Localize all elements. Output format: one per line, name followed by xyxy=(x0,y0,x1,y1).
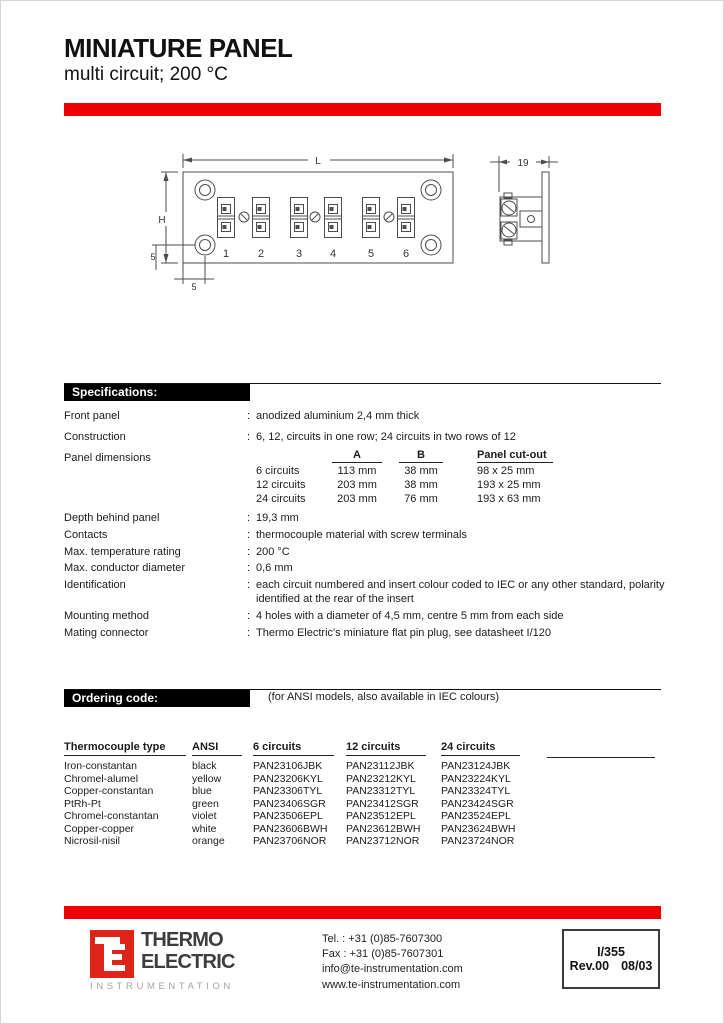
circuit-numbers xyxy=(223,248,409,260)
specifications-heading: Specifications: xyxy=(72,385,158,399)
document-revision-row xyxy=(564,959,659,973)
spec-label: Contacts xyxy=(64,529,108,541)
spec-label: Front panel xyxy=(64,410,120,422)
ordering-col-24-circuits xyxy=(441,741,520,848)
ordering-header-type: Thermocouple type xyxy=(64,741,186,756)
spec-value: 200 °C xyxy=(256,546,290,558)
brand-line-instrumentation: INSTRUMENTATION xyxy=(90,981,234,992)
order-code: PAN23106JBK xyxy=(253,760,323,772)
spec-colon: : xyxy=(247,627,251,639)
thermocouple-type: Chromel-constantan xyxy=(64,810,159,822)
ordering-note: (for ANSI models, also available in IEC colours) xyxy=(268,691,500,703)
spec-row-max-temperature xyxy=(64,545,701,559)
spec-row-construction xyxy=(64,430,701,444)
ansi-colour: black xyxy=(192,760,217,772)
dim-a: 203 mm xyxy=(337,493,377,505)
spec-row-mating-connector xyxy=(64,626,701,640)
dim-b: 38 mm xyxy=(404,479,438,491)
spec-value: anodized aluminium 2,4 mm thick xyxy=(256,410,420,422)
thermo-electric-logo-icon xyxy=(90,930,134,978)
technical-drawing xyxy=(150,140,630,305)
order-code: PAN23412SGR xyxy=(346,797,419,810)
spec-label: Construction xyxy=(64,431,126,443)
spec-value: 19,3 mm xyxy=(256,512,299,524)
order-code: PAN23512EPL xyxy=(346,810,416,822)
thermocouple-type: Copper-constantan xyxy=(64,785,154,797)
order-code: PAN23612BWH xyxy=(346,822,421,835)
page-subtitle: multi circuit; 200 °C xyxy=(64,64,228,85)
order-code: PAN23424SGR xyxy=(441,797,514,810)
dim-a: 113 mm xyxy=(337,465,377,477)
circuit-number: 4 xyxy=(329,248,337,260)
spec-label: Max. temperature rating xyxy=(64,546,181,558)
ansi-colour: white xyxy=(192,822,217,835)
circuit-number: 6 xyxy=(402,248,410,260)
order-code: PAN23712NOR xyxy=(346,835,420,847)
order-code: PAN23624BWH xyxy=(441,822,516,835)
contact-tel: Tel. : +31 (0)85-7607300 xyxy=(322,933,443,945)
order-code: PAN23324TYL xyxy=(441,785,511,797)
ansi-colour: violet xyxy=(192,810,217,822)
top-red-bar xyxy=(64,103,661,116)
spec-label: Mating connector xyxy=(64,627,149,639)
side-view xyxy=(500,172,549,263)
order-code: PAN23124JBK xyxy=(441,760,511,772)
spec-row-depth xyxy=(64,511,701,525)
ordering-col-6-circuits xyxy=(253,741,334,848)
spec-colon: : xyxy=(247,562,251,574)
ordering-col-12-circuits xyxy=(346,741,426,848)
footer-red-bar xyxy=(64,906,661,919)
circuit-sockets xyxy=(218,198,415,238)
dim-label-H: H xyxy=(158,215,166,226)
thermocouple-type: Nicrosil-nisil xyxy=(64,835,121,847)
order-code: PAN23724NOR xyxy=(441,835,515,847)
document-revision: Rev.00 xyxy=(569,959,610,973)
spec-colon: : xyxy=(247,546,251,558)
page-title: MINIATURE PANEL xyxy=(64,33,293,63)
ansi-colour: yellow xyxy=(192,772,222,785)
spec-colon: : xyxy=(247,579,251,591)
ordering-header-6-circuits: 6 circuits xyxy=(253,741,334,756)
order-code: PAN23506EPL xyxy=(253,810,323,822)
order-code: PAN23224KYL xyxy=(441,772,511,785)
order-code: PAN23306TYL xyxy=(253,785,323,797)
spec-value: Thermo Electric's miniature flat pin plug, see datasheet I/120 xyxy=(256,627,551,639)
ansi-colour: green xyxy=(192,797,219,810)
contact-fax: Fax : +31 (0)85-7607301 xyxy=(322,948,444,961)
dim-a: 203 mm xyxy=(337,479,377,491)
dim-row-name: 6 circuits xyxy=(256,465,300,477)
dim-cutout: 193 x 25 mm xyxy=(477,479,541,491)
spec-colon: : xyxy=(247,431,251,443)
spec-label: Panel dimensions xyxy=(64,452,151,464)
dim-b: 38 mm xyxy=(404,465,438,477)
dim-row-name: 12 circuits xyxy=(256,479,306,491)
ordering-heading: Ordering code: xyxy=(72,691,159,705)
ordering-header-12-circuits: 12 circuits xyxy=(346,741,426,756)
spec-row-panel-dimensions xyxy=(64,451,247,465)
ordering-header-24-circuits: 24 circuits xyxy=(441,741,520,756)
spec-label: Identification xyxy=(64,579,126,591)
dim-cutout: 98 x 25 mm xyxy=(477,465,535,477)
spec-colon: : xyxy=(247,610,251,622)
contact-web: www.te-instrumentation.com xyxy=(322,978,461,991)
spec-colon: : xyxy=(247,410,251,422)
order-code: PAN23524EPL xyxy=(441,810,511,822)
ordering-col-ansi xyxy=(192,741,242,848)
document-number: I/355 xyxy=(597,945,625,959)
order-code: PAN23206KYL xyxy=(253,772,323,785)
thermocouple-type: Iron-constantan xyxy=(64,760,137,772)
thermocouple-type: PtRh-Pt xyxy=(64,797,101,810)
contact-block xyxy=(322,932,463,993)
order-code: PAN23212KYL xyxy=(346,772,416,785)
spec-colon: : xyxy=(247,529,251,541)
circuit-number: 2 xyxy=(257,248,265,260)
order-code: PAN23312TYL xyxy=(346,785,416,797)
ansi-colour: orange xyxy=(192,835,225,847)
spec-row-mounting xyxy=(64,609,701,623)
circuit-number: 1 xyxy=(222,248,230,260)
dim-col-a-header: A xyxy=(332,449,382,463)
spec-value: thermocouple material with screw terminals xyxy=(256,529,467,541)
circuit-number: 3 xyxy=(295,248,303,260)
spec-label: Depth behind panel xyxy=(64,512,160,524)
dim-col-b-header: B xyxy=(399,449,443,463)
brand-line-thermo: THERMO xyxy=(141,929,223,951)
ordering-heading-bar xyxy=(64,690,250,707)
dim-label-19: 19 xyxy=(517,158,529,169)
spec-row-identification xyxy=(64,578,701,606)
brand-line-electric: ELECTRIC xyxy=(141,951,235,973)
dim-label-5-side: 5 xyxy=(150,252,156,262)
order-code: PAN23606BWH xyxy=(253,822,328,835)
ordering-extra-rule xyxy=(547,757,655,758)
ordering-col-type xyxy=(64,741,186,848)
dim-row-name: 24 circuits xyxy=(256,493,306,505)
circuit-number: 5 xyxy=(367,248,375,260)
ordering-header-ansi: ANSI xyxy=(192,741,242,756)
spec-value: 0,6 mm xyxy=(256,562,293,574)
spec-label: Mounting method xyxy=(64,610,149,622)
order-code: PAN23706NOR xyxy=(253,835,327,847)
dim-col-cutout-header: Panel cut-out xyxy=(477,449,553,463)
document-number-box xyxy=(562,929,660,989)
order-code: PAN23112JBK xyxy=(346,760,415,772)
document-date: 08/03 xyxy=(621,959,653,973)
thermocouple-type: Copper-copper xyxy=(64,822,135,835)
spec-colon: : xyxy=(247,512,251,524)
specifications-heading-bar xyxy=(64,384,250,401)
spec-value: 6, 12, circuits in one row; 24 circuits in two rows of 12 xyxy=(256,431,516,443)
spec-label: Max. conductor diameter xyxy=(64,562,186,574)
spec-value: each circuit numbered and insert colour coded to IEC or any other standard, polarity identified at the rear of the insert xyxy=(256,579,665,605)
dim-cutout: 193 x 63 mm xyxy=(477,493,541,505)
spec-row-max-conductor xyxy=(64,561,701,575)
contact-email: info@te-instrumentation.com xyxy=(322,963,463,976)
order-code: PAN23406SGR xyxy=(253,797,326,810)
ansi-colour: blue xyxy=(192,785,212,797)
dim-label-5-bottom: 5 xyxy=(191,282,197,292)
spec-row-contacts xyxy=(64,528,701,542)
thermocouple-type: Chromel-alumel xyxy=(64,772,139,785)
spec-row-front-panel xyxy=(64,409,701,423)
dim-label-L: L xyxy=(315,156,321,167)
spec-value: 4 holes with a diameter of 4,5 mm, centre 5 mm from each side xyxy=(256,610,564,622)
dim-b: 76 mm xyxy=(404,493,438,505)
